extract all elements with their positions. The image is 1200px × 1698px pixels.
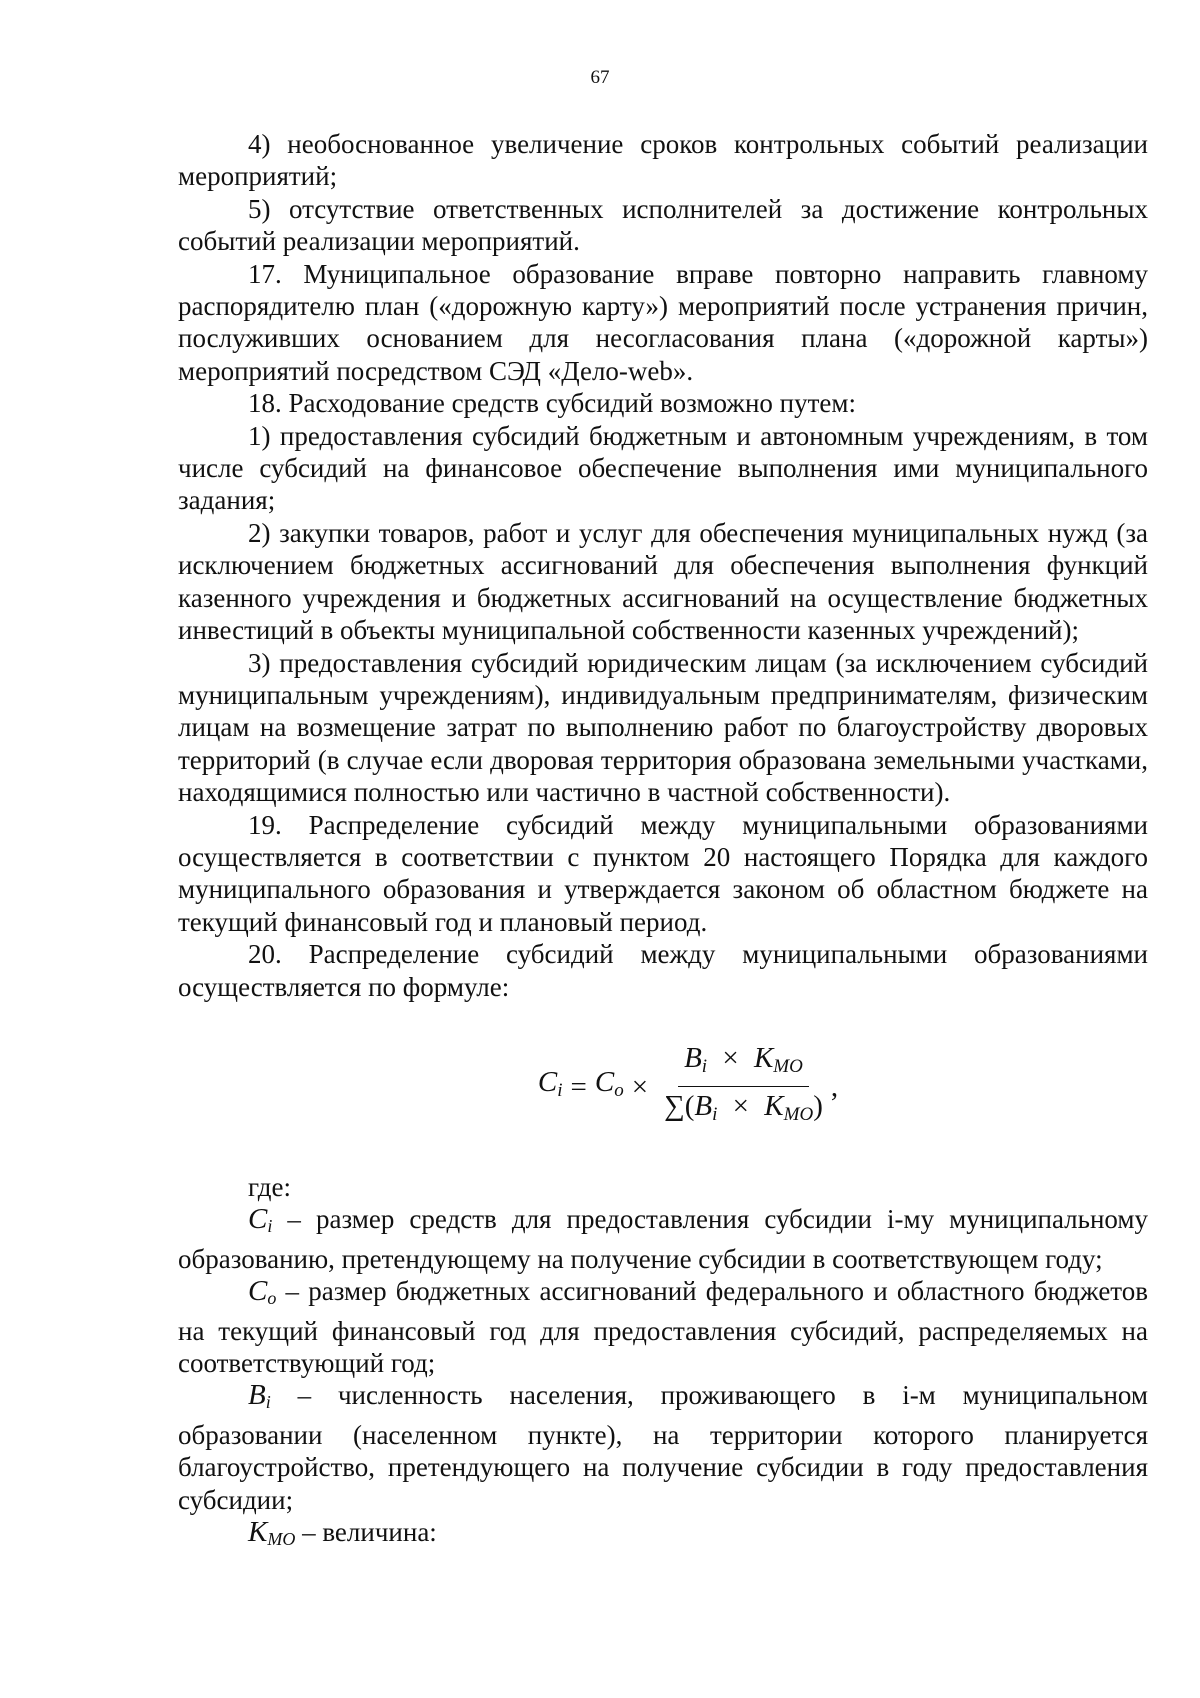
paragraph-clause-18-item-1: 1) предоставления субсидий бюджетным и автономным учреждениям, в том числе субсидий на финансовое обеспечение выполнения ими муниципального задания; (178, 420, 1148, 516)
formula-numerator: $B_i \times K_{MO}$ (678, 1040, 809, 1087)
symbol-kmo: $K_{MO}$ (248, 1516, 296, 1550)
formula-lhs: $C_i$ (537, 1066, 563, 1102)
definition-ci: $C_i$ – размер средств для предоставления субсидии i-му муниципальному образованию, претендующему на получение субсидии в соответствующем году; (178, 1203, 1148, 1274)
paragraph-item-4: 4) необоснованное увеличение сроков контрольных событий реализации мероприятий; (178, 129, 1148, 192)
paragraph-clause-18-item-2: 2) закупки товаров, работ и услуг для обеспечения муниципальных нужд (за исключением бюджетных ассигнований для обеспечения выполнения функций казенного учреждения и бюджетных ассигнований на осуществление бюджетных инвестиций в объекты муниципальной собственности казенных учреждений); (178, 517, 1148, 646)
definition-kmo: $K_{MO}$ – величина: (248, 1516, 437, 1550)
formula-spacer-top (178, 1003, 1148, 1039)
document-body (178, 128, 1148, 1555)
paragraph-clause-18: 18. Расходование средств субсидий возможно путем: (248, 388, 856, 419)
paragraph-clause-19: 19. Распределение субсидий между муниципальными образованиями осуществляется в соответствии с пунктом 20 настоящего Порядка для каждого муниципального образования и утверждается законом об областном бюджете на текущий финансовый год и плановый период. (178, 809, 1148, 937)
definition-co: $C_o$ – размер бюджетных ассигнований федерального и областного бюджетов на текущий финансовый год для предоставления субсидий, распределяемых на соответствующий год; (178, 1275, 1148, 1378)
symbol-ci: $C_i$ (248, 1203, 273, 1237)
paragraph-clause-20: 20. Распределение субсидий между муниципальными образованиями осуществляется по формуле: (178, 939, 1148, 1002)
symbol-bi: $B_i$ (248, 1379, 271, 1413)
formula-fraction (658, 1040, 829, 1133)
paragraph-item-5: 5) отсутствие ответственных исполнителей за достижение контрольных событий реализации мероприятий. (178, 193, 1148, 257)
where-label: где: (248, 1171, 291, 1202)
symbol-co: $C_o$ (248, 1275, 277, 1309)
formula-trailing-comma: , (830, 1070, 839, 1103)
page-number: 67 (590, 67, 610, 88)
formula-equals: = (570, 1070, 587, 1103)
paragraph-clause-17: 17. Муниципальное образование вправе повторно направить главному распорядителю план («дорожную карту») мероприятий после устранения причин, послуживших основанием для несогласования плана («дорожной карты») мероприятий посредством СЭД «Дело-web». (178, 258, 1148, 386)
formula-co: $C_o$ (594, 1066, 624, 1102)
distribution-formula (178, 1039, 1148, 1135)
definition-bi: $B_i$ – численность населения, проживающего в i-м муниципальном образовании (населенном пункте), на территории которого планируется благоустройство, претендующего на получение субсидии в году предоставления субсидии; (178, 1379, 1148, 1515)
formula-spacer-bottom (178, 1135, 1148, 1171)
paragraph-clause-18-item-3: 3) предоставления субсидий юридическим лицам (за исключением субсидий муниципальным учреждениям), индивидуальным предпринимателям, физическим лицам на возмещение затрат по выполнению работ по благоустройству дворовых территорий (в случае если дворовая территория образована земельными участками, находящимися полностью или частично в частной собственности). (178, 647, 1148, 808)
formula-times: × (631, 1070, 649, 1103)
formula-denominator: $\sum(B_i \times K_{MO})$ (664, 1090, 823, 1126)
